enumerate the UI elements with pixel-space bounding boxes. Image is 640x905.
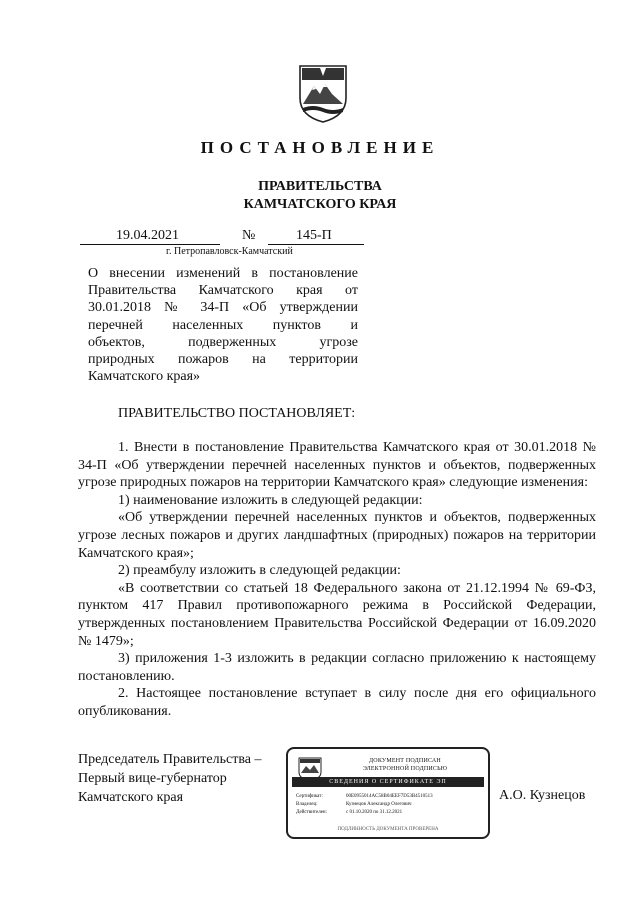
stamp-header-1: ДОКУМЕНТ ПОДПИСАН: [369, 758, 441, 764]
body-paragraph: 1. Внести в постановление Правительства Камчатского края от 30.01.2018 № 34-П «Об утверждении перечней населенных пунктов и объектов, подверженных угрозе природных пожаров на территории Камчатского края» следующие изменения:: [78, 440, 596, 491]
document-city: г. Петропавловск-Камчатский: [166, 246, 293, 257]
stamp-valid-value: с 01.10.2020 по 31.12.2021: [346, 810, 403, 815]
subject-line: 30.01.2018 № 34-П «Об утверждении: [88, 300, 358, 316]
stamp-header-2: ЭЛЕКТРОННОЙ ПОДПИСЬЮ: [362, 766, 448, 772]
electronic-signature-stamp: [286, 747, 490, 839]
document-subject: [88, 265, 358, 385]
date-underline: [80, 244, 220, 245]
stamp-valid-label: Действителен:: [296, 810, 327, 815]
government-heading: [0, 178, 640, 214]
signatory-line: Председатель Правительства –: [78, 752, 262, 767]
subject-line: объектов, подверженных угрозе: [88, 334, 358, 350]
body-paragraph: 1) наименование изложить в следующей редакции:: [118, 492, 423, 508]
stamp-footer: ПОДЛИННОСТЬ ДОКУМЕНТА ПРОВЕРЕНА: [337, 827, 439, 832]
subject-line: Правительства Камчатского края от: [88, 283, 358, 299]
government-line-2: КАМЧАТСКОГО КРАЯ: [243, 197, 397, 212]
document-title: ПОСТАНОВЛЕНИЕ: [200, 138, 440, 157]
signatory-line: Первый вице-губернатор: [78, 771, 227, 786]
document-date: 19.04.2021: [116, 228, 179, 243]
body-paragraph: 2. Настоящее постановление вступает в силу после дня его официального опубликования.: [78, 686, 596, 719]
stamp-certificate-bar: СВЕДЕНИЯ О СЕРТИФИКАТЕ ЭП: [292, 777, 484, 787]
body-paragraph: «В соответствии со статьей 18 Федерального закона от 21.12.1994 № 69-ФЗ, пунктом 417 Правил противопожарного режима в Российской Федерации, утвержденных постановлением Правительства Российской Федерации от 16.09.2020 № 1479»;: [78, 580, 596, 649]
body-paragraph: 3) приложения 1-3 изложить в редакции согласно приложению к настоящему постановлению.: [78, 651, 596, 684]
stamp-cert-label: Сертификат:: [296, 794, 323, 799]
document-body: [78, 439, 596, 721]
document-number: 145-П: [296, 228, 332, 243]
subject-line: природных пожаров на территории: [88, 352, 358, 368]
number-sign: №: [242, 228, 256, 243]
coat-of-arms-emblem: [298, 64, 348, 124]
signatory-line: Камчатского края: [78, 790, 184, 805]
subject-line: перечней населенных пунктов и: [88, 317, 358, 333]
stamp-owner-label: Владелец:: [296, 802, 318, 807]
body-paragraph: «Об утверждении перечней населенных пунктов и объектов, подверженных угрозе лесных пожаров и других ландшафтных (природных) пожаров на территории Камчатского края»;: [78, 510, 596, 561]
subject-line: О внесении изменений в постановление: [88, 266, 358, 281]
signatory-position: [78, 750, 261, 807]
body-paragraph: 2) преамбулу изложить в следующей редакции:: [118, 563, 401, 579]
stamp-cert-value: 00E0955014AC58B04EEF7D53B4510513: [346, 794, 433, 799]
number-underline: [268, 244, 364, 245]
stamp-owner-value: Кузнецов Александр Олегович: [346, 802, 412, 807]
government-line-1: ПРАВИТЕЛЬСТВА: [258, 179, 382, 194]
signatory-name: А.О. Кузнецов: [499, 788, 586, 803]
resolution-heading: ПРАВИТЕЛЬСТВО ПОСТАНОВЛЯЕТ:: [118, 406, 356, 421]
subject-line: Камчатского края»: [88, 369, 201, 385]
